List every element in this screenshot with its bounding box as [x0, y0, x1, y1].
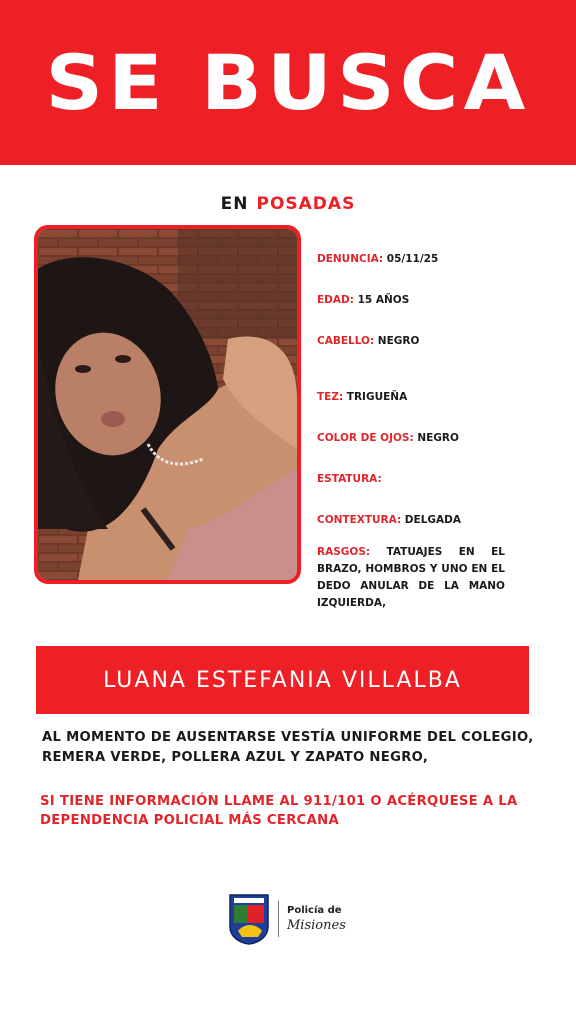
detail-edad — [317, 293, 505, 308]
detail-label: DENUNCIA: — [317, 253, 384, 265]
location-city: POSADAS — [256, 194, 356, 214]
police-shield-icon — [228, 893, 270, 945]
detail-contextura — [317, 513, 505, 528]
detail-label: COLOR DE OJOS: — [317, 432, 414, 444]
detail-denuncia — [317, 252, 505, 267]
detail-value: 15 AÑOS — [353, 294, 410, 306]
clothing-description: AL MOMENTO DE AUSENTARSE VESTÍA UNIFORME DEL COLEGIO, REMERA VERDE, POLLERA AZUL Y ZAPATO NEGRO, — [42, 730, 534, 765]
logo-line1: Policía de — [287, 905, 342, 916]
detail-label: CONTEXTURA: — [317, 514, 402, 526]
detail-cabello — [317, 334, 505, 349]
detail-label: CABELLO: — [317, 335, 375, 347]
detail-label: ESTATURA: — [317, 473, 382, 485]
detail-value: TRIGUEÑA — [343, 391, 408, 403]
person-name-bar — [36, 646, 529, 714]
detail-label: RASGOS: — [317, 546, 371, 558]
person-name: LUANA ESTEFANIA VILLALBA — [103, 667, 462, 693]
portrait-photo — [38, 229, 297, 580]
detail-label: TEZ: — [317, 391, 344, 403]
location-prefix: EN — [220, 194, 249, 214]
detail-estatura — [317, 472, 505, 487]
detail-value: NEGRO — [413, 432, 459, 444]
detail-value: NEGRO — [374, 335, 420, 347]
missing-person-photo — [34, 225, 301, 584]
detail-ojos — [317, 431, 505, 446]
detail-label: EDAD: — [317, 294, 354, 306]
detail-value: 05/11/25 — [383, 253, 439, 265]
logo-line2: Misiones — [287, 918, 346, 933]
police-logo — [228, 892, 346, 946]
detail-value: DELGADA — [401, 514, 461, 526]
detail-value: TATUAJES EN EL BRAZO, HOMBROS Y UNO EN EL DEDO ANULAR DE LA MANO IZQUIERDA, — [317, 546, 505, 609]
detail-tez — [317, 390, 505, 405]
page-title: SE BUSCA — [45, 37, 531, 127]
detail-rasgos — [317, 544, 505, 612]
location-line — [0, 194, 576, 214]
contact-instructions: SI TIENE INFORMACIÓN LLAME AL 911/101 O ACÉRQUESE A LA DEPENDENCIA POLICIAL MÁS CERCANA — [40, 794, 518, 828]
header-banner — [0, 0, 576, 165]
logo-divider — [278, 901, 279, 937]
